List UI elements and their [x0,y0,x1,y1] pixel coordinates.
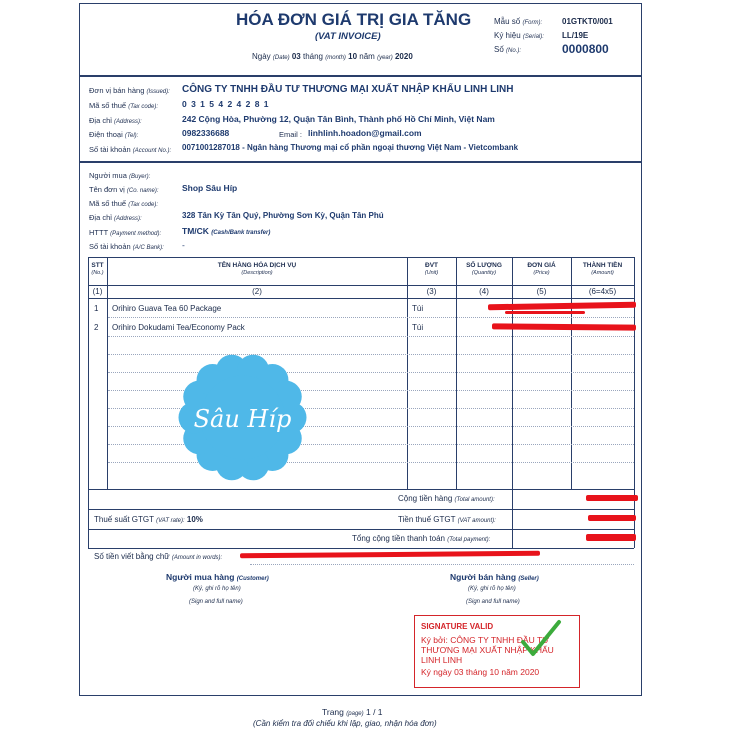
seller-account: 0071001287018 - Ngân hàng Thương mại cổ phần ngoại thương Việt Nam - Vietcombank [182,143,519,152]
total-label: Tổng cộng tiền thanh toán (Total payment): [352,534,491,543]
checkmark-icon [519,618,563,660]
col-num-6: (6=4x5) [588,287,617,296]
col-header-quantity: SỐ LƯỢNG (Quantity) [466,262,502,276]
flower-watermark [175,350,310,485]
signature-valid-title: SIGNATURE VALID [421,622,494,631]
buyer-company: Shop Sâu Híp [182,183,238,193]
serial-value: LL/19E [562,31,589,40]
signature-signed-by: Ký bởi: CÔNG TY TNHH ĐẦU TƯ THƯƠNG MẠI XUẤT NHẬP KHẨU LINH LINH [421,635,554,665]
subtotal-label: Cộng tiền hàng (Total amount): [398,494,495,503]
buyer-address: 328 Tân Kỳ Tân Quý, Phường Sơn Kỳ, Quận Tân Phú [182,211,384,220]
invoice-no-label: Số (No.): [494,45,522,54]
signature-valid-box [414,615,580,688]
row-no: 1 [94,304,99,313]
seller-tax: 0 3 1 5 4 2 4 2 8 1 [182,99,270,109]
row-unit: Túi [412,304,424,313]
col-header-price: ĐƠN GIÁ (Price) [527,262,556,276]
buyer-signature-note-en: (Sign and full name) [189,599,243,605]
seller-tax-label: Mã số thuế (Tax code): [89,101,158,110]
col-num-4: (4) [479,287,489,296]
seller-name-label: Đơn vị bán hàng (Issued): [89,86,170,95]
date-day-en: (Date) [272,55,290,61]
buyer-address-label: Địa chỉ (Address): [89,213,142,222]
vat-rate: 10% [186,515,203,524]
invoice-subtitle: (VAT INVOICE) [315,31,381,42]
seller-signature-note-en: (Sign and full name) [466,599,520,605]
buyer-account: - [182,240,185,250]
buyer-signature-note: (Ký, ghi rõ họ tên) [193,586,241,592]
date-year: 2020 [394,52,413,61]
row-unit: Túi [412,323,424,332]
buyer-payment-note: (Cash/Bank transfer) [211,230,271,236]
seller-phone-label: Điện thoại (Tel): [89,130,139,139]
invoice-frame [79,3,642,696]
seller-address: 242 Cộng Hòa, Phường 12, Quận Tân Bình, Thành phố Hồ Chí Minh, Việt Nam [182,114,495,124]
row-description: Orihiro Dokudami Tea/Economy Pack [112,323,245,332]
row-description: Orihiro Guava Tea 60 Package [112,304,222,313]
col-num-1: (1) [92,287,103,296]
header-divider [79,75,642,77]
buyer-label: Người mua (Buyer): [89,171,151,180]
signature-signed-date: Ký ngày 03 tháng 10 năm 2020 [421,667,540,677]
buyer-company-label: Tên đơn vị (Co. name): [89,185,159,194]
buyer-tax-label: Mã số thuế (Tax code): [89,199,158,208]
row-2-redaction [492,323,636,330]
date-month: 10 [348,52,358,61]
date-day: 03 [291,52,301,61]
date-day-label: Ngày [252,52,271,61]
footer-note: (Cần kiểm tra đối chiếu khi lập, giao, nhận hóa đơn) [253,719,437,728]
date-year-label: năm [359,52,375,61]
form-value: 01GTKT0/001 [562,17,613,26]
serial-label: Ký hiệu (Serial): [494,31,544,40]
col-num-2: (2) [252,287,262,296]
row-no: 2 [94,323,99,332]
col-num-5: (5) [536,287,547,296]
vat-amount-redaction [588,515,636,521]
buyer-payment-label: HTTT (Payment method): [89,228,162,237]
seller-signature-title: Người bán hàng (Seller) [450,572,539,582]
seller-name: CÔNG TY TNHH ĐẦU TƯ THƯƠNG MẠI XUẤT NHẬP KHẨU LINH LINH [182,84,514,95]
row-1-redaction-2 [505,311,585,314]
watermark-text: Sâu Híp [193,405,292,433]
vat-rate-label: Thuế suất GTGT (VAT rate): 10% [94,515,203,524]
seller-phone: 0982336688 [182,128,230,138]
invoice-no-value: 0000800 [562,42,609,56]
invoice-title: HÓA ĐƠN GIÁ TRỊ GIA TĂNG [236,10,472,29]
buyer-account-label: Số tài khoản (A/C Bank): [89,242,164,251]
subtotal-redaction [586,495,638,501]
page-number: Trang (page) 1 / 1 [322,707,383,717]
date-month-en: (month) [325,55,346,61]
seller-account-label: Số tài khoản (Account No.): [89,145,172,154]
total-redaction [586,534,636,541]
buyer-payment: TM/CK (Cash/Bank transfer) [182,226,271,236]
vat-amount-label: Tiền thuế GTGT (VAT amount): [398,515,496,524]
date-month-label: tháng [302,52,323,61]
invoice-date [252,52,413,61]
col-header-unit: ĐVT (Unit) [424,262,439,276]
col-header-description: TÊN HÀNG HÓA DỊCH VỤ (Description) [217,262,297,276]
col-header-amount: THÀNH TIỀN (Amount) [582,262,623,276]
seller-signature-note: (Ký, ghi rõ họ tên) [468,586,516,592]
seller-address-label: Địa chỉ (Address): [89,116,142,125]
col-num-3: (3) [426,287,437,296]
form-label: Mẫu số (Form): [494,17,543,26]
buyer-signature-title: Người mua hàng (Customer) [166,572,269,582]
date-year-en: (year) [377,55,393,61]
amount-in-words-label: Số tiền viết bằng chữ (Amount in words): [94,552,223,561]
seller-divider [79,161,642,163]
col-header-stt: STT (No.) [91,262,104,276]
seller-email: linhlinh.hoadon@gmail.com [308,128,422,138]
seller-email-label: Email : [279,130,302,139]
